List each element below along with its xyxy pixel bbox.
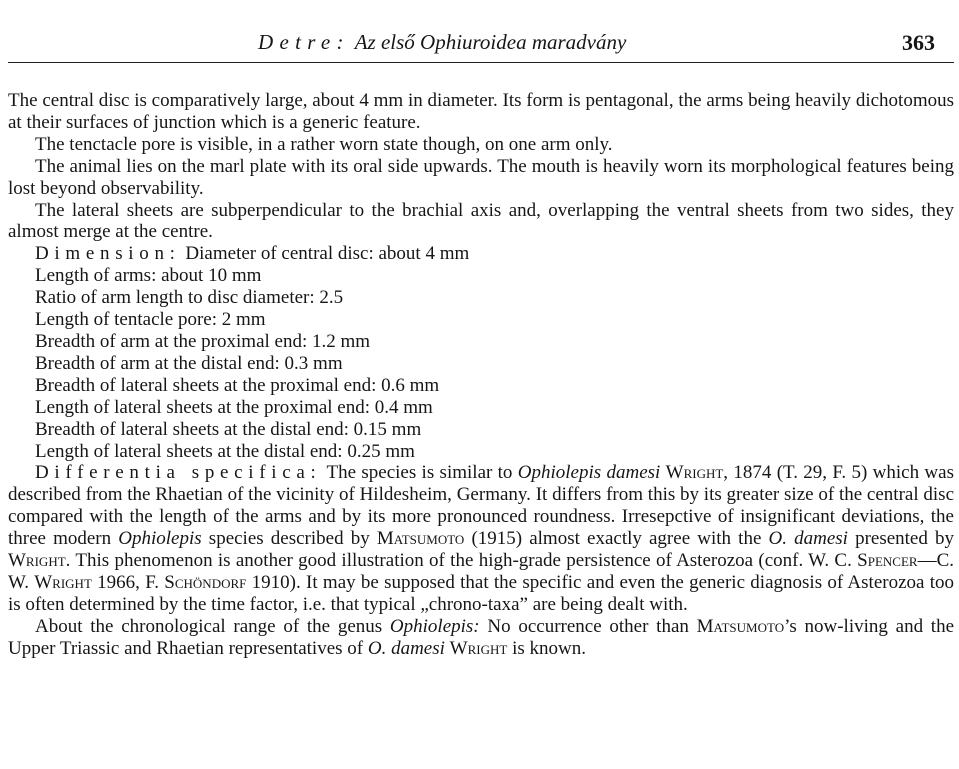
genus-name: Ophiolepis: [118, 528, 202, 550]
header-author: Detre:: [258, 30, 350, 54]
genus-name: Ophiolepis:: [389, 615, 480, 637]
dimension-row: Length of lateral sheets at the proximal end: 0.4 mm: [35, 396, 433, 418]
paragraph-pore: The tenctacle pore is visible, in a rather worn state though, on one arm only.: [35, 133, 613, 155]
paragraph-disc: The central disc is comparatively large, about 4 mm in diameter. Its form is pentagonal, the arms being heavily dichotomous at their surfaces of junction which is a generic feature.: [8, 90, 954, 133]
differentia-label: Differentia specifica:: [35, 462, 322, 484]
author-name: Matsumoto: [376, 528, 465, 550]
article-body: [8, 90, 954, 660]
species-name: O. damesi: [768, 528, 848, 550]
header-rule: [8, 62, 954, 63]
dimension-row: Length of lateral sheets at the distal end: 0.25 mm: [35, 440, 415, 462]
paragraph-lateral: The lateral sheets are subperpendicular to the brachial axis and, overlapping the ventral sheets from two sides, they almost merge at the centre.: [8, 199, 954, 243]
dimension-row: Length of arms: about 10 mm: [35, 265, 262, 287]
species-name: O. damesi: [367, 637, 445, 659]
author-name: Wright: [665, 462, 724, 484]
author-name: Spencer: [857, 550, 918, 572]
author-name: Wright: [449, 637, 508, 659]
author-name: Wright: [8, 550, 66, 572]
dimension-row: Breadth of arm at the proximal end: 1.2 mm: [35, 330, 371, 352]
running-header: [0, 24, 959, 64]
dimension-row: Breadth of lateral sheets at the proximal end: 0.6 mm: [35, 374, 440, 396]
paragraph-closing: About the chronological range of the genus Ophiolepis: No occurrence other than Matsumoto’s now-living and the Upper Triassic and Rhaetian representatives of O. damesi Wright is known.: [8, 615, 955, 659]
dimension-row: Breadth of arm at the distal end: 0.3 mm: [35, 352, 343, 374]
header-title: Az első Ophiuroidea maradvány: [354, 30, 627, 54]
dimension-list: [8, 243, 954, 462]
species-name: Ophiolepis damesi: [517, 462, 661, 484]
author-name: Matsumoto: [696, 615, 785, 637]
running-title: [258, 30, 626, 55]
dimension-row: Length of tentacle pore: 2 mm: [35, 309, 266, 331]
dimension-row: Ratio of arm length to disc diameter: 2.5: [35, 287, 344, 309]
dimension-row: Breadth of lateral sheets at the distal end: 0.15 mm: [35, 418, 422, 440]
dimension-label: Dimension:: [35, 243, 181, 265]
paragraph-differentia: Differentia specifica: The species is similar to Ophiolepis damesi Wright, 1874 (T. 29, F. 5) which was described from the Rhaetian of the vicinity of Hildesheim, Germany. It differs from this by its greater size of the central disc compared with the length of the arms and by its more pronounced roundness. Irresepctive of insignificant deviations, the three modern Ophiolepis species described by Matsumoto (1915) almost exactly agree with the O. damesi presented by Wright. This phenomenon is another good illustration of the high-grade persistence of Asterozoa (conf. W. C. Spencer—C. W. Wright 1966, F. Schöndorf 1910). It may be supposed that the specific and even the generic diagnosis of Asterozoa too is often determined by the time factor, i.e. that typical „chrono-taxa” are being dealt with.: [8, 462, 955, 615]
author-name: Wright: [34, 571, 92, 593]
dimension-row: Dimension: Diameter of central disc: about 4 mm: [35, 243, 470, 265]
paragraph-animal: The animal lies on the marl plate with its oral side upwards. The mouth is heavily worn its morphological features being lost beyond observability.: [8, 155, 954, 199]
page-number: 363: [902, 30, 935, 55]
author-name: Schöndorf: [164, 571, 247, 593]
